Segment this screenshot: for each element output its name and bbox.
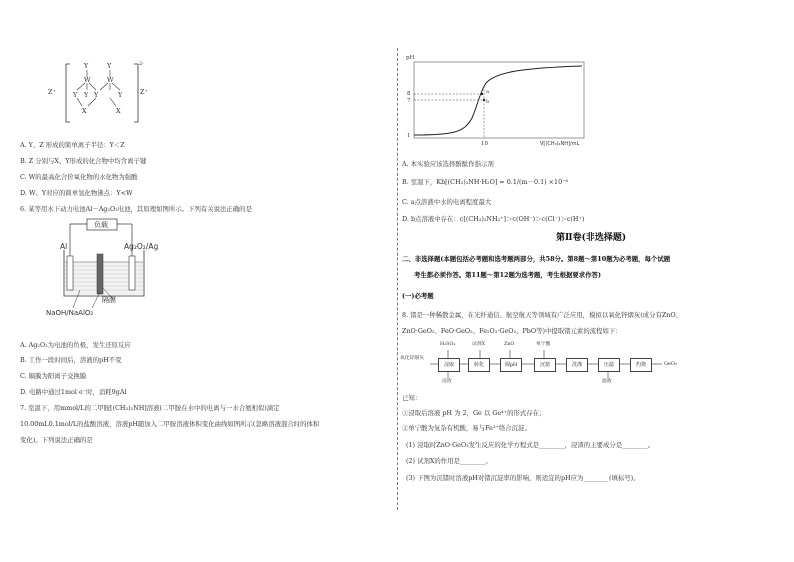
flow-reagent: 试剂X xyxy=(472,342,486,347)
titration-chart xyxy=(402,56,592,156)
atom-y: Y xyxy=(107,62,112,70)
flow-step-calcine: 灼烧 xyxy=(630,358,652,372)
electrolyte-label: NaOH/NaAlO₂ xyxy=(46,309,94,317)
q6-option-a: A. Ag₂O₂为电池的负极，发生还原反应 xyxy=(20,341,131,349)
q8-stem-line1: 8. 锗是一种稀散金属，在光纤通信、航空航天等领域有广泛应用，模拟以氧化锌烟灰(成分有ZnO、 xyxy=(402,311,683,319)
q5-option-a: A. Y、Z 形成的简单离子半径：Y＜Z xyxy=(20,141,125,149)
atom-y: Y xyxy=(118,91,123,99)
anion-charge: 2- xyxy=(139,61,144,67)
q5-option-c: C. W的最高化合价氧化物的水化物为强酸 xyxy=(20,173,138,181)
flow-step-leach: 浸取 xyxy=(438,358,460,372)
subquestion-2: (2) 试剂X的作用是________。 xyxy=(406,457,492,465)
flow-step-convert: 转化 xyxy=(468,358,490,372)
chart-point-a: a xyxy=(486,89,489,95)
q7-stem-line3: 变化)。下列说法正确的是 xyxy=(20,436,93,444)
load-label: 负载 xyxy=(94,221,108,229)
flow-input: 氧化锌烟灰 xyxy=(400,356,424,361)
q7-stem-line1: 7. 室温下，用mmol/L的二甲胺[(CH₃)₂NH]溶液(二甲胺在水中的电离与一水合氨相似)滴定 xyxy=(20,404,280,412)
atom-w: W xyxy=(84,76,91,84)
flow-step-adjust-ph: 调pH xyxy=(500,358,522,372)
known-label: 已知： xyxy=(402,394,422,402)
battery-diagram xyxy=(40,216,170,322)
atom-y: Y xyxy=(73,91,78,99)
battery-drawing xyxy=(40,216,170,322)
q7-option-a: A. 本实验应该选择酚酞作指示剂 xyxy=(402,160,494,168)
q6-option-c: C. 隔膜为阳离子交换膜 xyxy=(20,372,87,380)
ag-electrode-label: Ag₂O₂/Ag xyxy=(124,242,159,251)
flow-reagent: 单宁酸 xyxy=(536,342,551,347)
flow-reagent: ZnO xyxy=(504,342,515,347)
flow-step-precipitate: 沉锗 xyxy=(534,358,556,372)
flow-step-wash: 洗涤 xyxy=(566,358,588,372)
column-divider xyxy=(397,48,398,510)
flow-waste: 滤液 xyxy=(602,379,612,384)
structural-formula xyxy=(30,58,170,128)
atom-x: X xyxy=(116,107,121,115)
known-condition-2: ②单宁酸为复杂有机酸，易与Fe³⁺络合沉淀。 xyxy=(402,424,531,432)
q6-stem: 6. 某等用水下动力电池Al－Ag₂O₂电池，其原理如图所示。下列有关说法正确的是 xyxy=(20,205,252,213)
atom-w: W xyxy=(107,76,114,84)
chart-y-tick: 1 xyxy=(407,133,411,139)
atom-y: Y xyxy=(94,91,99,99)
subquestion-3: (3) 下图为沉锗时溶液pH对锗沉淀率的影响，则适宜的pH应为________(填标号)。 xyxy=(406,474,640,482)
section-title: 第Ⅱ卷(非选择题) xyxy=(556,233,627,243)
atom-x: X xyxy=(82,107,87,115)
cation-left: Z⁺ xyxy=(48,88,56,96)
known-condition-1: ①浸取后溶液 pH 为 2，Ge 以 Ge⁴⁺的形式存在； xyxy=(402,409,546,417)
chart-y-axis-label: pH xyxy=(406,55,415,61)
cation-right: Z⁺ xyxy=(140,88,148,96)
section-intro-line2: 考生都必须作答。第11题～第12题为选考题，考生根据要求作答) xyxy=(414,271,601,279)
required-label: (一)必考题 xyxy=(402,292,434,300)
q7-option-d: D. b点溶液中存在：c[(CH₃)₂NH₂⁺]＞c(OH⁻)＞c(Cl⁻)＞c(H⁺) xyxy=(402,215,585,223)
flow-reagent: H₂SO₄ xyxy=(440,342,456,347)
flow-waste: 浸渣 xyxy=(442,379,452,384)
q7-option-b: B. 室温下，Kb[(CH₃)₂NH·H₂O] ≈ 0.1/(m－0.1) ×10⁻⁶ xyxy=(402,178,569,186)
subquestion-1: (1) 浸取时ZnO·GeO₂发生反应的化学方程式是________，浸渣的主要成分是________。 xyxy=(406,441,655,449)
q7-stem-line2: 10.00mL0.1mol/L的盐酸溶液，溶液pH随加入二甲胺溶液体积变化曲线如图所示(忽略溶液混合时的体积 xyxy=(20,420,320,428)
flow-step-filter: 压滤 xyxy=(598,358,620,372)
atom-y: Y xyxy=(84,62,89,70)
chart-point-b: b xyxy=(486,99,490,105)
section-intro-line1: 二、非选择题(本题包括必考题和选考题两部分，共58分。第8题～第10题为必考题，每个试题 xyxy=(402,255,671,263)
process-flowchart xyxy=(400,340,710,390)
q6-option-d: D. 电路中通过1mol e⁻时，消耗9gAl xyxy=(20,388,127,396)
q5-option-b: B. Z 分别与X、Y形成的化合物中均含离子键 xyxy=(20,157,147,165)
q5-option-d: D. W、Y对应的简单氢化物沸点：Y<W xyxy=(20,189,133,197)
membrane-label: 隔膜 xyxy=(102,296,116,304)
chart-y-tick: 7 xyxy=(407,98,411,104)
q7-option-c: C. a点溶液中水的电离程度最大 xyxy=(402,198,492,206)
flow-output: GeO₂ xyxy=(664,361,678,367)
chart-y-tick: 8 xyxy=(407,91,411,97)
al-electrode-label: Al xyxy=(60,242,68,251)
chart-x-tick: 10 xyxy=(481,141,488,147)
atom-y: Y xyxy=(84,91,89,99)
q6-option-b: B. 工作一段时间后，溶液的pH不变 xyxy=(20,356,122,364)
chart-x-axis-label: V[(CH₃)₂NH]/mL xyxy=(540,141,580,147)
q8-stem-line2: ZnO·GeO₂、FeO·GeO₂、Fe₂O₃·GeO₂、PbO等)中提取锗元素的流程如下： xyxy=(402,327,622,335)
